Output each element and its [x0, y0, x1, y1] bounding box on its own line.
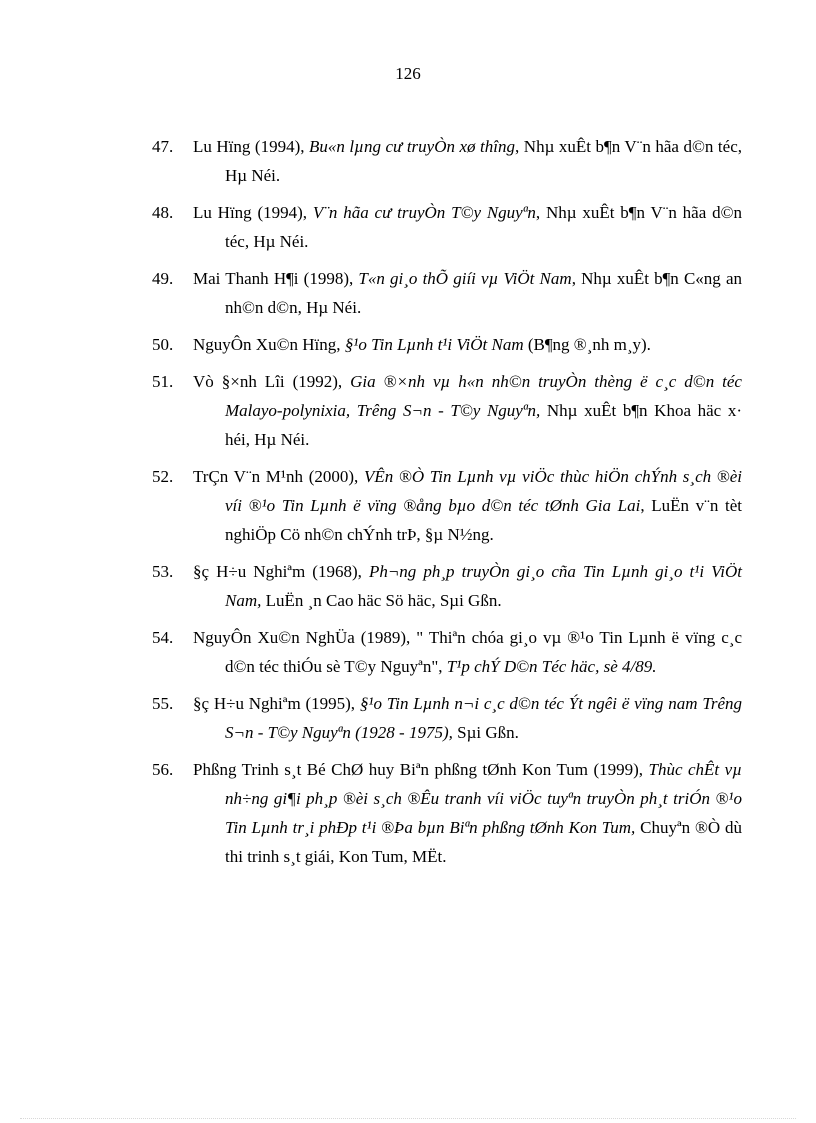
reference-item	[152, 367, 742, 454]
reference-text	[193, 264, 742, 322]
reference-number: 50.	[152, 335, 174, 354]
reference-publisher: , Nhµ xuÊt b¶n V¨n hãa d©n téc, Hµ Néi.	[225, 137, 742, 185]
reference-number: 48.	[152, 203, 174, 222]
reference-number: 52.	[152, 467, 174, 486]
reference-title: Thùc chÊt vµ nh÷ng gi¶i ph¸p ®èi s¸ch ®Êu tranh víi viÖc tuyªn truyÒn ph¸t triÓn ®¹o Tin Lµnh tr¸i phÐp t¹i ®Þa bµn Biªn phßng tØnh Kon Tum,	[225, 760, 742, 837]
reference-publisher: Nhµ xuÊt b¶n Khoa häc x· héi, Hµ Néi.	[225, 401, 742, 449]
reference-author: Mai Thanh H¶i (1998),	[193, 269, 359, 288]
reference-number: 56.	[152, 760, 174, 779]
reference-text	[193, 557, 743, 615]
reference-publisher: (B¶ng ®¸nh m¸y).	[523, 335, 651, 354]
reference-title: §¹o Tin Lµnh t¹i ViÖt Nam	[344, 335, 524, 354]
reference-number: 51.	[152, 372, 174, 391]
bottom-divider	[20, 1118, 796, 1119]
reference-author: Vò §×nh Lîi (1992),	[193, 372, 351, 391]
reference-number: 55.	[152, 694, 174, 713]
reference-text	[193, 132, 742, 190]
reference-title: Ph¬ng ph¸p truyÒn gi¸o cña Tin Lµnh gi¸o t¹i ViÖt Nam,	[225, 562, 743, 610]
reference-author: Lu Hïng (1994),	[193, 137, 310, 156]
reference-author: Phßng Trinh s¸t Bé ChØ huy Biªn phßng tØnh Kon Tum (1999),	[193, 760, 649, 779]
reference-number: 49.	[152, 269, 174, 288]
reference-item	[152, 198, 742, 256]
reference-text	[193, 462, 742, 549]
reference-title: T«n gi¸o thÕ giíi vµ ViÖt Nam	[358, 269, 572, 288]
reference-item	[152, 623, 742, 681]
reference-number: 54.	[152, 628, 174, 647]
reference-text	[193, 623, 742, 681]
reference-text	[193, 367, 742, 454]
reference-publisher: Sµi Gßn.	[452, 723, 519, 742]
reference-publisher: , LuËn v¨n tèt nghiÖp Cö nh©n chÝnh trÞ, §µ N½ng.	[225, 496, 742, 544]
reference-item	[152, 462, 742, 549]
reference-item	[152, 330, 742, 359]
reference-title: Gia ®×nh vµ h«n nh©n truyÒn thèng ë c¸c d©n téc Malayo-polynixia, Trêng S¬n - T©y Nguyªn,	[225, 372, 742, 420]
reference-number: 47.	[152, 137, 174, 156]
reference-author: Lu Hïng (1994),	[193, 203, 313, 222]
reference-list	[152, 132, 742, 879]
reference-author: §ç H÷u Nghiªm (1995),	[193, 694, 360, 713]
reference-publisher: LuËn ¸n Cao häc Sö häc, Sµi Gßn.	[261, 591, 502, 610]
reference-item	[152, 557, 742, 615]
reference-author: §ç H÷u Nghiªm (1968),	[193, 562, 369, 581]
reference-publisher: Chuyªn ®Ò dù thi trinh s¸t giái, Kon Tum, MËt.	[225, 818, 742, 866]
reference-text	[193, 755, 742, 871]
reference-journal: T¹p chÝ D©n Téc häc, sè 4/89.	[446, 657, 657, 676]
reference-title: §¹o Tin Lµnh n¬i c¸c d©n téc Ýt ngêi ë vïng nam Trêng S¬n - T©y Nguyªn (1928 - 1975),	[225, 694, 742, 742]
reference-number: 53.	[152, 562, 174, 581]
reference-text	[193, 689, 742, 747]
reference-author: NguyÔn Xu©n Hïng,	[193, 335, 345, 354]
reference-author-title: NguyÔn Xu©n NghÜa (1989), " Thiªn chóa gi¸o vµ ®¹o Tin Lµnh ë vïng c¸c d©n téc thiÓu sè T©y Nguyªn",	[193, 628, 742, 676]
reference-item	[152, 264, 742, 322]
reference-author: TrÇn V¨n M¹nh (2000),	[193, 467, 364, 486]
reference-publisher: , Nhµ xuÊt b¶n V¨n hãa d©n téc, Hµ Néi.	[225, 203, 742, 251]
reference-text	[193, 330, 742, 359]
reference-item	[152, 132, 742, 190]
reference-title: VÊn ®Ò Tin Lµnh vµ viÖc thùc hiÖn chÝnh s¸ch ®èi víi ®¹o Tin Lµnh ë vïng ®ång bµo d©n téc tØnh Gia Lai	[225, 467, 742, 515]
reference-title: Bu«n lµng cư truyÒn xø thîng	[309, 137, 516, 156]
reference-item	[152, 755, 742, 871]
reference-title: V¨n hãa cư truyÒn T©y Nguyªn	[312, 203, 536, 222]
reference-publisher: , Nhµ xuÊt b¶n C«ng an nh©n d©n, Hµ Néi.	[225, 269, 742, 317]
page-number: 126	[395, 64, 421, 83]
reference-item	[152, 689, 742, 747]
reference-text	[193, 198, 742, 256]
